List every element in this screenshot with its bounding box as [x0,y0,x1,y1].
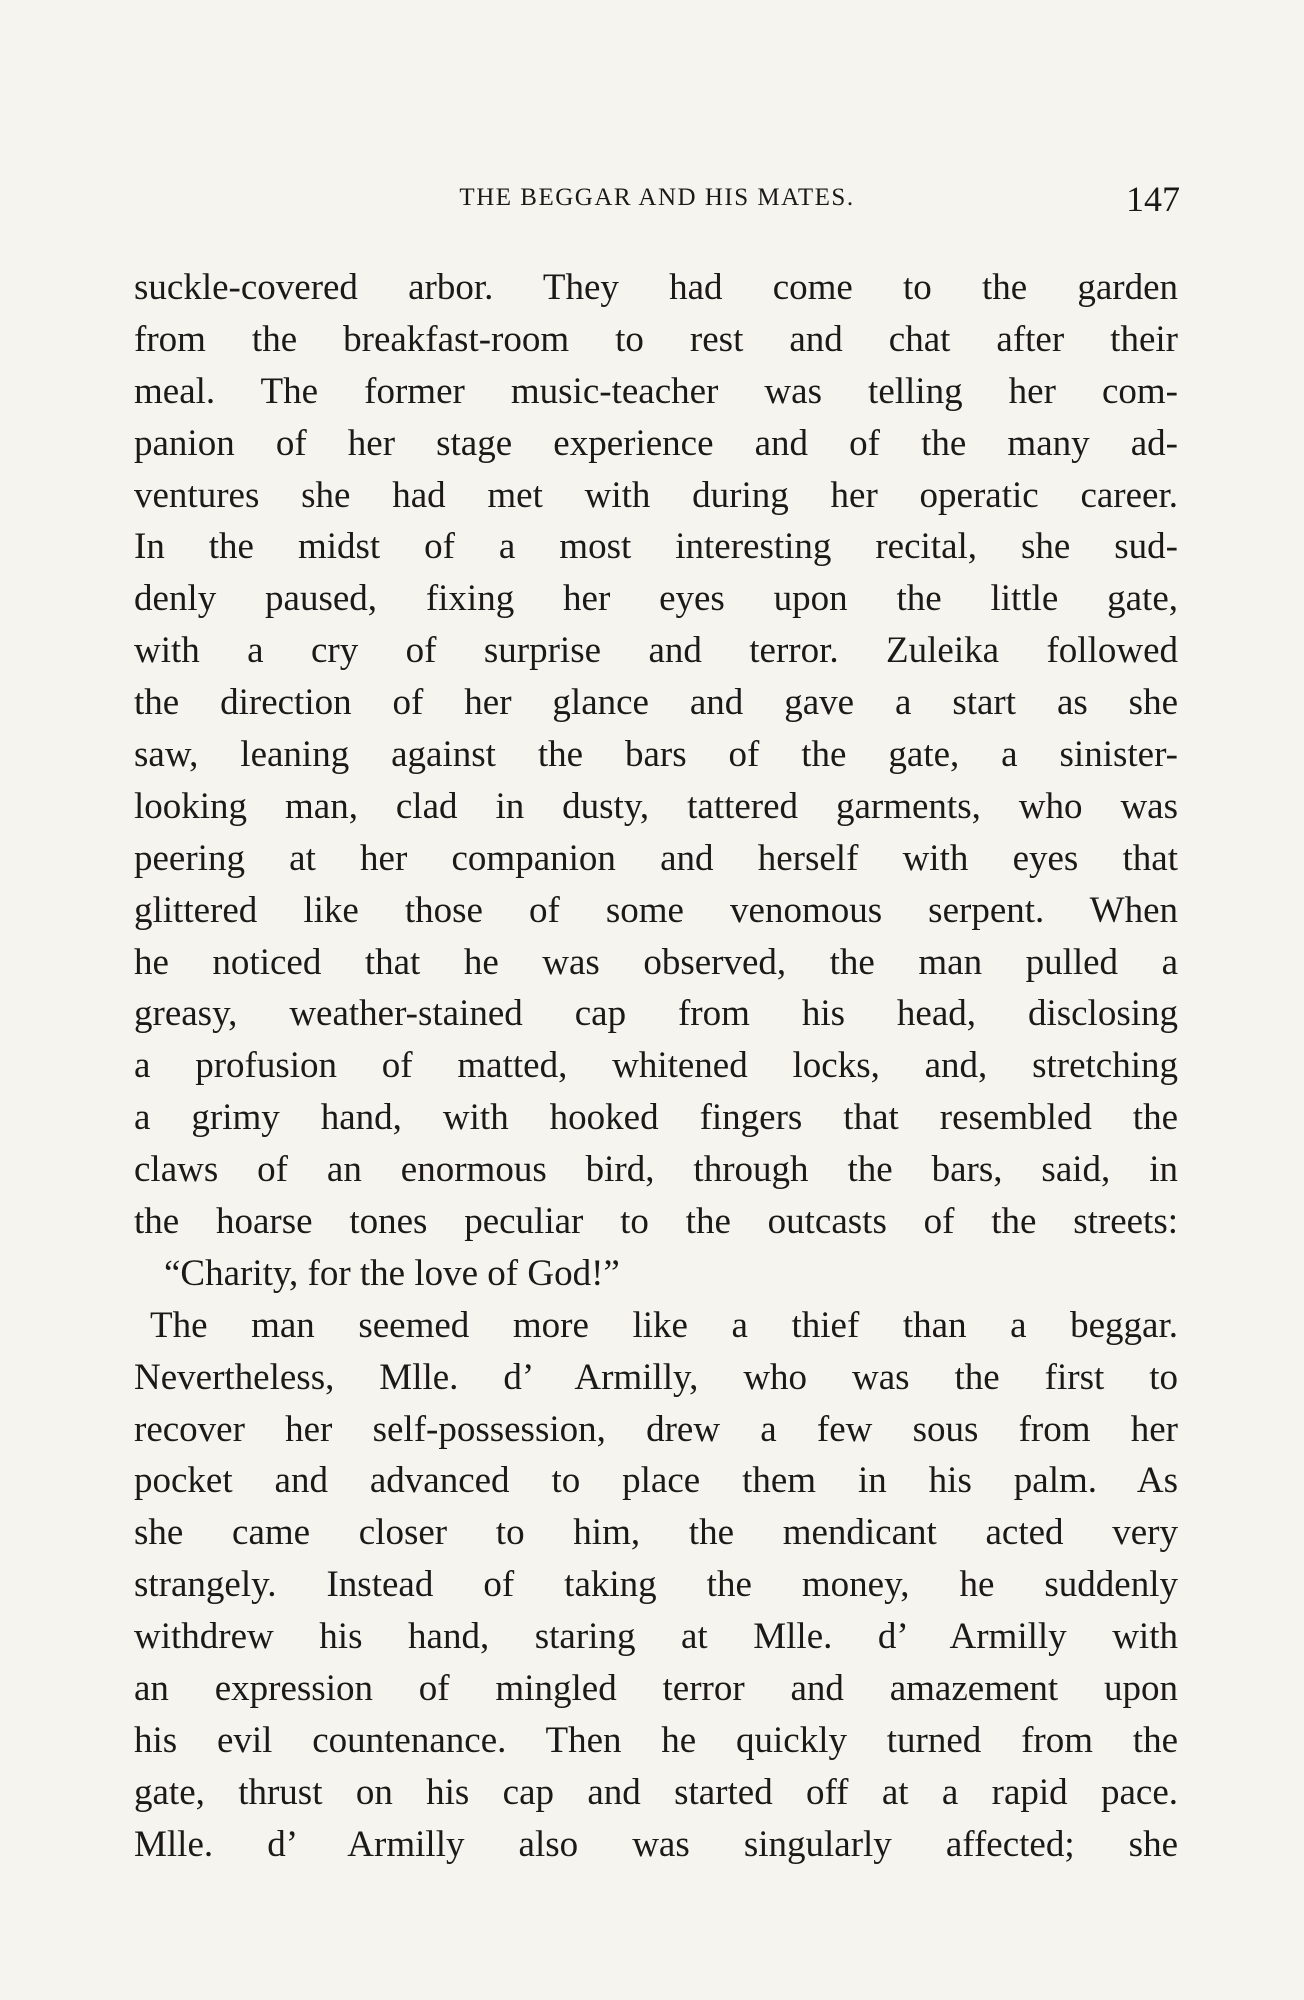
text-line: he noticed that he was observed, the man pulled a [134,941,1178,983]
page-number: 147 [1126,179,1180,219]
text-line: claws of an enormous bird, through the bars, said, in [134,1149,1178,1191]
text-line: strangely. Instead of taking the money, he suddenly [134,1564,1178,1606]
body-text [134,262,1178,1871]
text-line: she came closer to him, the mendicant acted very [134,1512,1178,1554]
text-line: gate, thrust on his cap and started off at a rapid pace. [134,1771,1178,1813]
text-line: denly paused, fixing her eyes upon the little gate, [134,578,1178,620]
text-line: meal. The former music-teacher was telling her com- [134,370,1178,412]
text-line: “Charity, for the love of God!” [164,1252,620,1294]
text-line: greasy, weather-stained cap from his head, disclosing [134,993,1178,1035]
text-line: pocket and advanced to place them in his palm. As [134,1460,1178,1502]
text-line: a grimy hand, with hooked fingers that resembled the [134,1097,1178,1139]
text-line: Mlle. d’ Armilly also was singularly affected; she [134,1823,1178,1865]
text-line: ventures she had met with during her operatic career. [134,474,1178,516]
text-line: withdrew his hand, staring at Mlle. d’ Armilly with [134,1616,1178,1658]
text-line: with a cry of surprise and terror. Zuleika followed [134,630,1178,672]
text-line: panion of her stage experience and of the many ad- [134,422,1178,464]
running-title: THE BEGGAR AND HIS MATES. [459,184,855,211]
text-line: saw, leaning against the bars of the gate, a sinister- [134,734,1178,776]
text-line: glittered like those of some venomous serpent. When [134,889,1178,931]
text-line: a profusion of matted, whitened locks, and, stretching [134,1045,1178,1087]
text-line: peering at her companion and herself with eyes that [134,837,1178,879]
text-line: the hoarse tones peculiar to the outcasts of the streets: [134,1201,1178,1243]
text-line: from the breakfast-room to rest and chat after their [134,318,1178,360]
text-line: Nevertheless, Mlle. d’ Armilly, who was the first to [134,1356,1178,1398]
text-line: looking man, clad in dusty, tattered garments, who was [134,785,1178,827]
text-line: suckle-covered arbor. They had come to the garden [134,267,1178,308]
text-line: the direction of her glance and gave a start as she [134,682,1178,724]
page-header [134,178,1180,222]
text-line: recover her self-possession, drew a few sous from her [134,1408,1178,1450]
text-line: The man seemed more like a thief than a beggar. [150,1304,1178,1346]
text-line: his evil countenance. Then he quickly turned from the [134,1719,1178,1761]
text-line: an expression of mingled terror and amazement upon [134,1668,1178,1710]
text-line: In the midst of a most interesting recital, she sud- [134,526,1178,568]
